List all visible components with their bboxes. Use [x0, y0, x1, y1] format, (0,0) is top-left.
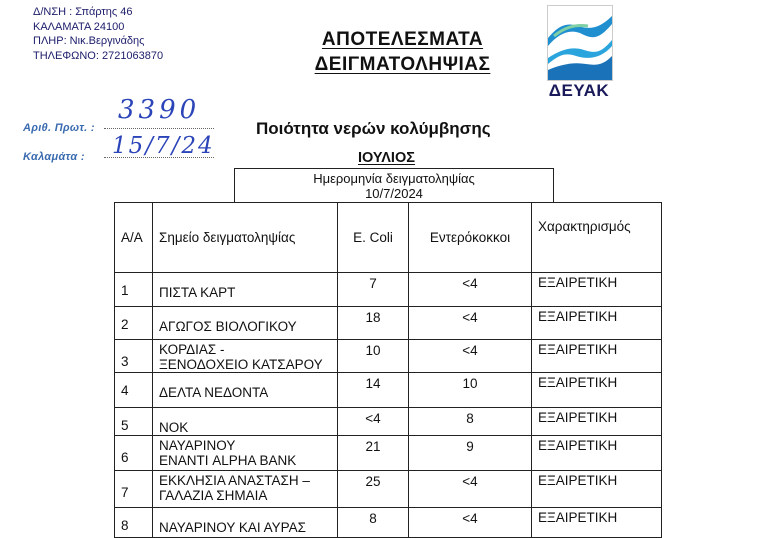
sampling-date-label: Ημερομηνία δειγματοληψίας: [313, 171, 475, 186]
enterococci-value-cell: [409, 307, 532, 340]
sampling-point: ΝΑΥΑΡΙΝΟΥ ΕΝΑΝΤΙ ALPHA BANK: [159, 438, 297, 468]
enterococci-value-cell: [409, 471, 532, 508]
row-number: 5: [121, 418, 129, 433]
table-body: [115, 273, 662, 538]
column-header: Α/Α: [115, 203, 153, 273]
ecoli-value: 18: [365, 310, 381, 325]
row-number-cell: [115, 471, 153, 508]
sampling-point-cell: [153, 408, 338, 436]
characterization: ΕΞΑΙΡΕΤΙΚΗ: [538, 342, 618, 357]
sampling-point-cell: [153, 436, 338, 471]
characterization: ΕΞΑΙΡΕΤΙΚΗ: [538, 375, 618, 390]
column-header: Χαρακτηρισμός: [532, 203, 662, 273]
address-line: ΚΑΛΑΜΑΤΑ 24100: [33, 20, 125, 33]
ecoli-value-cell: [338, 436, 409, 471]
sampling-point-cell: [153, 340, 338, 373]
characterization-cell: [532, 508, 662, 538]
enterococci-value: <4: [462, 310, 478, 325]
ecoli-value-cell: [338, 408, 409, 436]
table-header-row: [115, 203, 662, 273]
sampling-point: ΑΓΩΓΟΣ ΒΙΟΛΟΓΙΚΟΥ: [159, 319, 297, 334]
table-row: [115, 471, 662, 508]
row-number: 8: [121, 518, 129, 533]
address-line: ΤΗΛΕΦΩΝΟ: 2721063870: [33, 49, 164, 62]
row-number-cell: [115, 408, 153, 436]
ecoli-value-cell: [338, 471, 409, 508]
row-number: 2: [121, 317, 129, 332]
enterococci-value-cell: [409, 340, 532, 373]
row-number: 4: [121, 383, 129, 398]
protocol-number-handwritten: 3390: [118, 95, 201, 125]
table-row: [115, 436, 662, 471]
enterococci-value: <4: [462, 474, 478, 489]
sampling-point-cell: [153, 373, 338, 408]
sampling-point-cell: [153, 307, 338, 340]
sampling-point: ΠΙΣΤΑ ΚΑΡΤ: [159, 285, 236, 300]
subtitle: Ποιότητα νερών κολύμβησης: [256, 119, 491, 138]
row-number: 7: [121, 485, 129, 500]
characterization: ΕΞΑΙΡΕΤΙΚΗ: [538, 275, 618, 290]
ecoli-value: 14: [365, 376, 381, 391]
protocol-date-handwritten: 15/7/24: [112, 133, 215, 159]
deyak-logo: [545, 5, 613, 100]
ecoli-value: 10: [365, 343, 381, 358]
characterization-cell: [532, 307, 662, 340]
sampling-point: ΝΟΚ: [159, 420, 189, 435]
ecoli-value-cell: [338, 508, 409, 538]
enterococci-value: 10: [462, 376, 478, 391]
enterococci-value: 9: [466, 439, 474, 454]
characterization-cell: [532, 471, 662, 508]
enterococci-value-cell: [409, 508, 532, 538]
protocol-number-line: [104, 128, 214, 129]
enterococci-value-cell: [409, 408, 532, 436]
table-row: [115, 340, 662, 373]
characterization-cell: [532, 408, 662, 436]
row-number-cell: [115, 273, 153, 307]
table-row: [115, 273, 662, 307]
enterococci-value-cell: [409, 273, 532, 307]
characterization: ΕΞΑΙΡΕΤΙΚΗ: [538, 438, 618, 453]
title-line-1: ΑΠΟΤΕΛΕΣΜΑΤΑ: [321, 29, 484, 50]
column-header: Σημείο δειγματοληψίας: [153, 203, 338, 273]
characterization: ΕΞΑΙΡΕΤΙΚΗ: [538, 309, 618, 324]
ecoli-value: 21: [365, 439, 381, 454]
protocol-number-label: Αριθ. Πρωτ. :: [23, 122, 95, 134]
sampling-date-box: [234, 168, 554, 203]
characterization-cell: [532, 373, 662, 408]
sampling-point: ΔΕΛΤΑ ΝΕΔΟΝΤΑ: [159, 385, 269, 400]
ecoli-value-cell: [338, 307, 409, 340]
ecoli-value: 8: [369, 511, 377, 526]
enterococci-value: 8: [466, 411, 474, 426]
ecoli-value-cell: [338, 340, 409, 373]
document-title: [290, 27, 515, 77]
protocol-date-line: [104, 157, 214, 158]
characterization-cell: [532, 273, 662, 307]
table-row: [115, 307, 662, 340]
enterococci-value-cell: [409, 373, 532, 408]
ecoli-value: 7: [369, 276, 377, 291]
table-row: [115, 408, 662, 436]
table-row: [115, 508, 662, 538]
enterococci-value: <4: [462, 343, 478, 358]
enterococci-value: <4: [462, 276, 478, 291]
characterization-cell: [532, 340, 662, 373]
row-number: 1: [121, 283, 129, 298]
row-number: 3: [121, 354, 129, 369]
ecoli-value-cell: [338, 373, 409, 408]
water-wave-icon: [547, 5, 613, 81]
month-heading: ΙΟΥΛΙΟΣ: [358, 150, 415, 166]
row-number-cell: [115, 340, 153, 373]
address-line: Δ/ΝΣΗ : Σπάρτης 46: [33, 6, 133, 18]
row-number: 6: [121, 450, 129, 465]
title-line-2: ΔΕΙΓΜΑΤΟΛΗΨΙΑΣ: [314, 54, 491, 75]
enterococci-value: <4: [462, 511, 478, 526]
address-line: ΠΛΗΡ: Νικ.Βεργινάδης: [33, 35, 145, 47]
row-number-cell: [115, 307, 153, 340]
ecoli-value-cell: [338, 273, 409, 307]
characterization: ΕΞΑΙΡΕΤΙΚΗ: [538, 410, 618, 425]
sampling-point: ΚΟΡΔΙΑΣ - ΞΕΝΟΔΟΧΕΙΟ ΚΑΤΣΑΡΟΥ: [159, 342, 323, 372]
column-header: Εντερόκοκκοι: [409, 203, 532, 273]
logo-text: ΔΕΥΑΚ: [548, 81, 610, 100]
sampling-point: ΕΚΚΛΗΣΙΑ ΑΝΑΣΤΑΣΗ – ΓΑΛΑΖΙΑ ΣΗΜΑΙΑ: [159, 473, 310, 503]
sampling-point-cell: [153, 273, 338, 307]
sampling-date-value: 10/7/2024: [365, 186, 423, 201]
characterization-cell: [532, 436, 662, 471]
row-number-cell: [115, 508, 153, 538]
protocol-date-label: Καλαμάτα :: [23, 151, 85, 163]
sampling-point: ΝΑΥΑΡΙΝΟΥ ΚΑΙ ΑΥΡΑΣ: [159, 520, 306, 535]
column-header: E. Coli: [338, 203, 409, 273]
sampling-point-cell: [153, 471, 338, 508]
sampling-point-cell: [153, 508, 338, 538]
table-row: [115, 373, 662, 408]
address-block: [33, 5, 163, 63]
characterization: ΕΞΑΙΡΕΤΙΚΗ: [538, 510, 618, 525]
characterization: ΕΞΑΙΡΕΤΙΚΗ: [538, 473, 618, 488]
enterococci-value-cell: [409, 436, 532, 471]
row-number-cell: [115, 436, 153, 471]
results-table: [114, 202, 662, 538]
ecoli-value: <4: [365, 411, 381, 426]
row-number-cell: [115, 373, 153, 408]
ecoli-value: 25: [365, 474, 381, 489]
